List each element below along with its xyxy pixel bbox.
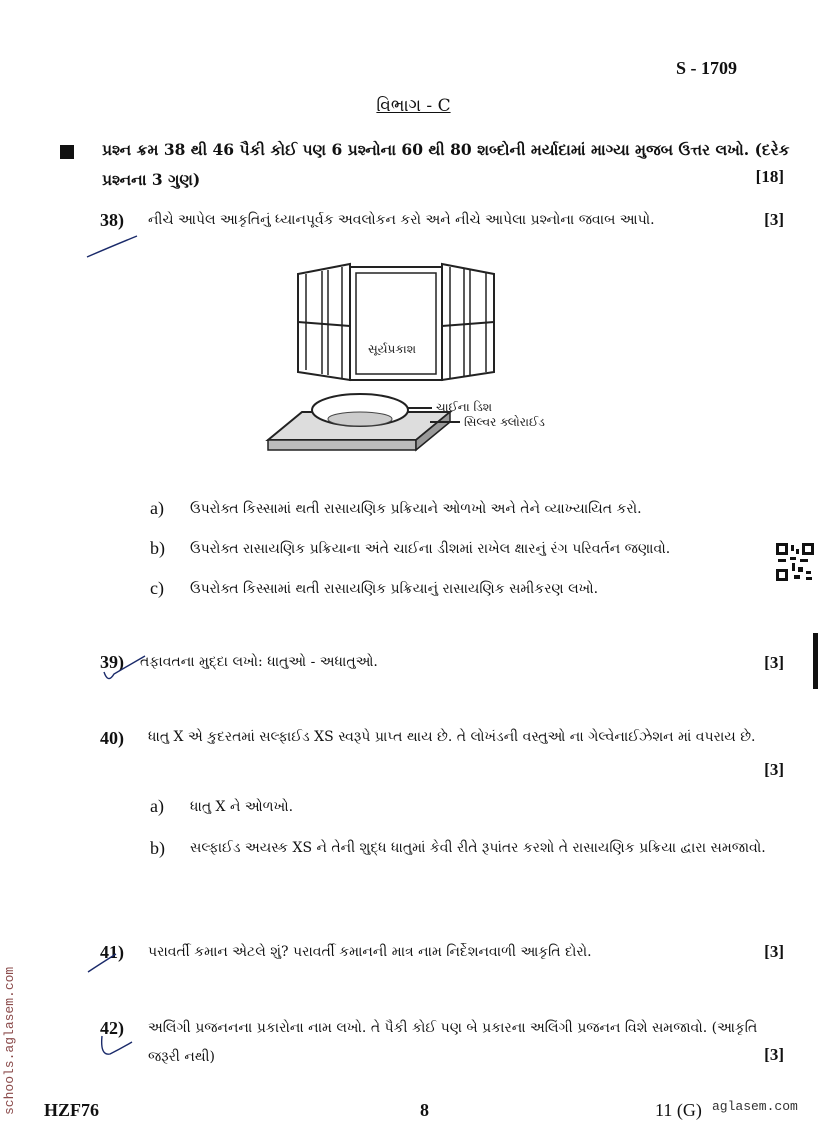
side-watermark: schools.aglasem.com (2, 966, 17, 1115)
question-text-40: ધાતુ X એ કુદરતમાં સલ્ફાઈડ XS સ્વરૂપે પ્રાપ્ત થાય છે. તે લોખંડની વસ્તુઓ ના ગેલ્વેનાઈઝેશન માં વપરાય છે. (148, 729, 756, 745)
question-number-38: 38) (100, 210, 124, 230)
question-marks-39: [3] (764, 653, 784, 672)
question-number-39: 39) (100, 652, 124, 672)
pen-mark-icon (85, 232, 145, 262)
label-silver-chloride: સિલ્વર ક્લોરાઈડ (464, 415, 545, 429)
question-text-42: અલિંગી પ્રજનનના પ્રકારોના નામ લખો. તે પૈકી કોઈ પણ બે પ્રકારના અલિંગી પ્રજનન વિશે સમજાવો. (આકૃતિ જરૂરી નથી) (148, 1020, 758, 1065)
footer-right-code: 11 (G) (655, 1100, 702, 1120)
label-sunlight: સૂર્યપ્રકાશ (368, 342, 417, 356)
question-marks-38: [3] (764, 210, 784, 229)
question-text-39: તફાવતના મુદ્દા લખો: ધાતુઓ - અધાતુઓ. (140, 654, 378, 670)
label-china-dish: ચાઈના ડિશ (436, 400, 493, 414)
figure-sunlight-silver-chloride (260, 262, 570, 462)
square-bullet-icon (60, 145, 74, 159)
paper-code: S - 1709 (676, 58, 738, 78)
qr-code-icon (776, 543, 814, 581)
subpart-label-38a: a) (150, 498, 164, 518)
instructions (102, 135, 792, 195)
scan-edge-mark (813, 633, 818, 689)
subpart-text-38a: ઉપરોક્ત કિસ્સામાં થતી રાસાયણિક પ્રક્રિયાને ઓળખો અને તેને વ્યાખ્યાયિત કરો. (190, 501, 642, 517)
question-text-41: પરાવર્તી કમાન એટલે શું? પરાવર્તી કમાનની માત્ર નામ નિર્દેશનવાળી આકૃતિ દોરો. (148, 944, 592, 960)
subpart-label-40a: a) (150, 796, 164, 816)
pen-tick-42-icon (98, 1030, 138, 1060)
footer-watermark: aglasem.com (712, 1099, 798, 1114)
page-number: 8 (420, 1100, 429, 1120)
subpart-text-38c: ઉપરોક્ત કિસ્સામાં થતી રાસાયણિક પ્રક્રિયાનું રાસાયણિક સમીકરણ લખો. (190, 581, 599, 597)
question-marks-41: [3] (764, 942, 784, 961)
subpart-label-38b: b) (150, 538, 165, 558)
subpart-text-40a: ધાતુ X ને ઓળખો. (190, 799, 294, 815)
question-marks-40: [3] (764, 760, 784, 779)
question-number-41: 41) (100, 942, 124, 962)
instructions-marks: [18] (755, 167, 784, 186)
subpart-text-40b: સલ્ફાઈડ અયસ્ક XS ને તેની શુદ્ધ ધાતુમાં કેવી રીતે રૂપાંતર કરશો તે રાસાયણિક પ્રક્રિયા દ્વારા સમજાવો. (190, 840, 766, 856)
pen-mark-41-icon (86, 948, 126, 976)
question-text-38: નીચે આપેલ આકૃતિનું ધ્યાનપૂર્વક અવલોકન કરો અને નીચે આપેલા પ્રશ્નોના જવાબ આપો. (148, 212, 655, 228)
section-title: વિભાગ - C (376, 96, 451, 116)
subpart-label-40b: b) (150, 838, 165, 858)
question-number-42: 42) (100, 1018, 124, 1038)
instructions-text: પ્રશ્ન ક્રમ 38 થી 46 પૈકી કોઈ પણ 6 પ્રશ્નોના 60 થી 80 શબ્દોની મર્યાદામાં માગ્યા મુજબ ઉત્તર લખો. (દરેક પ્રશ્નના 3 ગુણ) (102, 140, 790, 189)
subpart-text-38b: ઉપરોક્ત રાસાયણિક પ્રક્રિયાના અંતે ચાઈના ડીશમાં રાખેલ ક્ષારનું રંગ પરિવર્તન જણાવો. (190, 541, 671, 557)
question-marks-42: [3] (764, 1045, 784, 1064)
pen-tick-icon (100, 652, 150, 682)
subpart-label-38c: c) (150, 578, 164, 598)
window-dish-diagram-icon (260, 262, 570, 462)
question-number-40: 40) (100, 728, 124, 748)
footer-code: HZF76 (44, 1100, 100, 1120)
